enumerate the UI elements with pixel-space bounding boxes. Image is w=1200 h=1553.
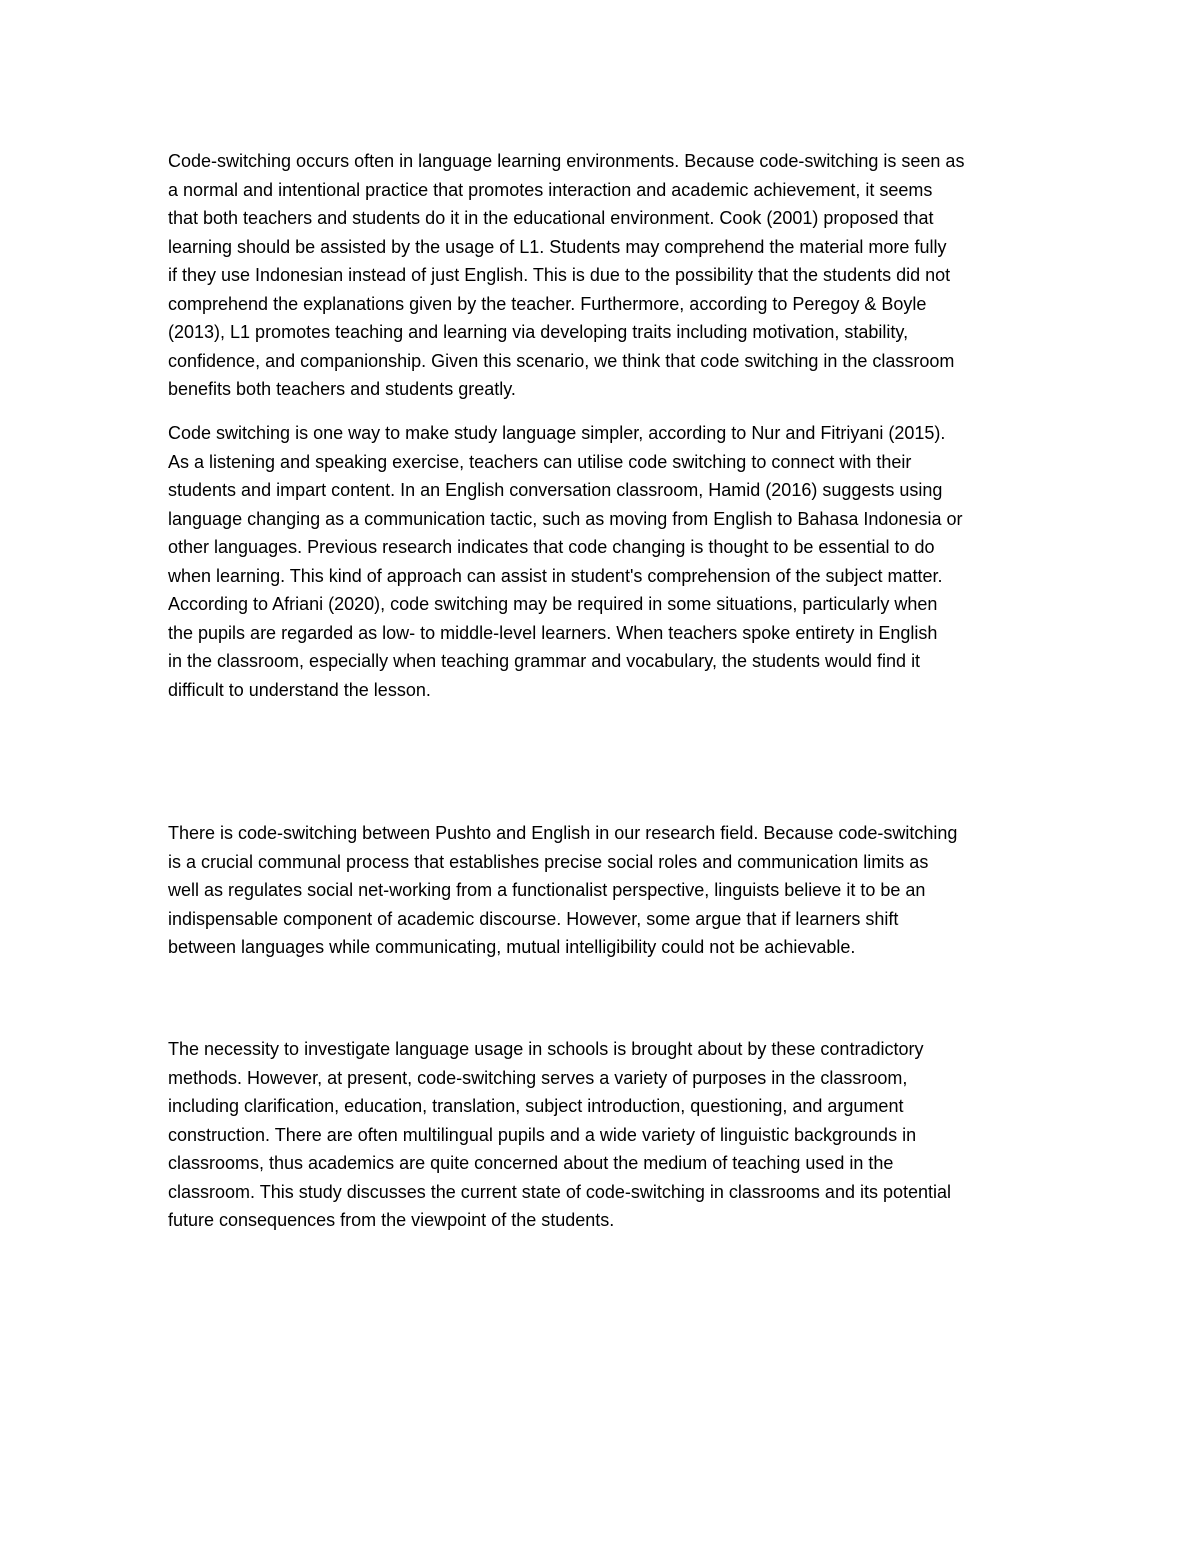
- paragraph-line: indispensable component of academic discourse. However, some argue that if learners shift: [168, 908, 899, 929]
- paragraph-4: [168, 1035, 1048, 1235]
- paragraph-1: [168, 147, 1048, 404]
- paragraph-line: (2013), L1 promotes teaching and learning via developing traits including motivation, stability,: [168, 322, 909, 342]
- paragraph-line: including clarification, education, translation, subject introduction, questioning, and argument: [168, 1096, 904, 1116]
- paragraph-line: in the classroom, especially when teaching grammar and vocabulary, the students would find it: [168, 651, 921, 671]
- paragraph-line: between languages while communicating, mutual intelligibility could not be achievable.: [168, 937, 856, 957]
- paragraph-line: There is code-switching between Pushto and English in our research field. Because code-switching: [168, 823, 958, 843]
- paragraph-line: As a listening and speaking exercise, teachers can utilise code switching to connect with their: [168, 451, 912, 472]
- paragraph-line: According to Afriani (2020), code switching may be required in some situations, particularly when: [168, 594, 938, 614]
- paragraph-line: future consequences from the viewpoint of the students.: [168, 1210, 615, 1230]
- paragraph-line: Code-switching occurs often in language learning environments. Because code-switching is seen as: [168, 151, 965, 171]
- paragraph-line: the pupils are regarded as low- to middle-level learners. When teachers spoke entirety in English: [168, 622, 938, 643]
- paragraph-line: students and impart content. In an English conversation classroom, Hamid (2016) suggests using: [168, 480, 943, 500]
- paragraph-2: [168, 419, 1048, 704]
- paragraph-line: construction. There are often multilingual pupils and a wide variety of linguistic backgrounds in: [168, 1124, 917, 1145]
- paragraph-line: a normal and intentional practice that promotes interaction and academic achievement, it seems: [168, 179, 933, 200]
- paragraph-line: language changing as a communication tactic, such as moving from English to Bahasa Indonesia or: [168, 508, 963, 529]
- paragraph-line: difficult to understand the lesson.: [168, 679, 431, 700]
- paragraph-line: if they use Indonesian instead of just English. This is due to the possibility that the students did not: [168, 265, 951, 285]
- paragraph-line: The necessity to investigate language usage in schools is brought about by these contradictory: [168, 1039, 924, 1059]
- paragraph-line: comprehend the explanations given by the teacher. Furthermore, according to Peregoy & Boyle: [168, 293, 927, 314]
- paragraph-line: methods. However, at present, code-switching serves a variety of purposes in the classroom,: [168, 1067, 908, 1088]
- paragraph-line: is a crucial communal process that establishes precise social roles and communication limits as: [168, 851, 929, 872]
- paragraph-line: learning should be assisted by the usage of L1. Students may comprehend the material more fully: [168, 236, 947, 257]
- paragraph-line: well as regulates social net-working from a functionalist perspective, linguists believe it to be an: [168, 880, 926, 900]
- paragraph-line: when learning. This kind of approach can assist in student's comprehension of the subject matter.: [168, 565, 943, 586]
- paragraph-line: other languages. Previous research indicates that code changing is thought to be essential to do: [168, 537, 935, 557]
- paragraph-3: [168, 819, 1048, 962]
- paragraph-line: classrooms, thus academics are quite concerned about the medium of teaching used in the: [168, 1153, 894, 1173]
- paragraph-line: Code switching is one way to make study language simpler, according to Nur and Fitriyani (2015).: [168, 423, 946, 443]
- paragraph-line: that both teachers and students do it in the educational environment. Cook (2001) proposed that: [168, 208, 934, 228]
- paragraph-line: confidence, and companionship. Given this scenario, we think that code switching in the classroom: [168, 350, 955, 371]
- paragraph-line: classroom. This study discusses the current state of code-switching in classrooms and its potential: [168, 1181, 952, 1202]
- paragraph-line: benefits both teachers and students greatly.: [168, 379, 516, 399]
